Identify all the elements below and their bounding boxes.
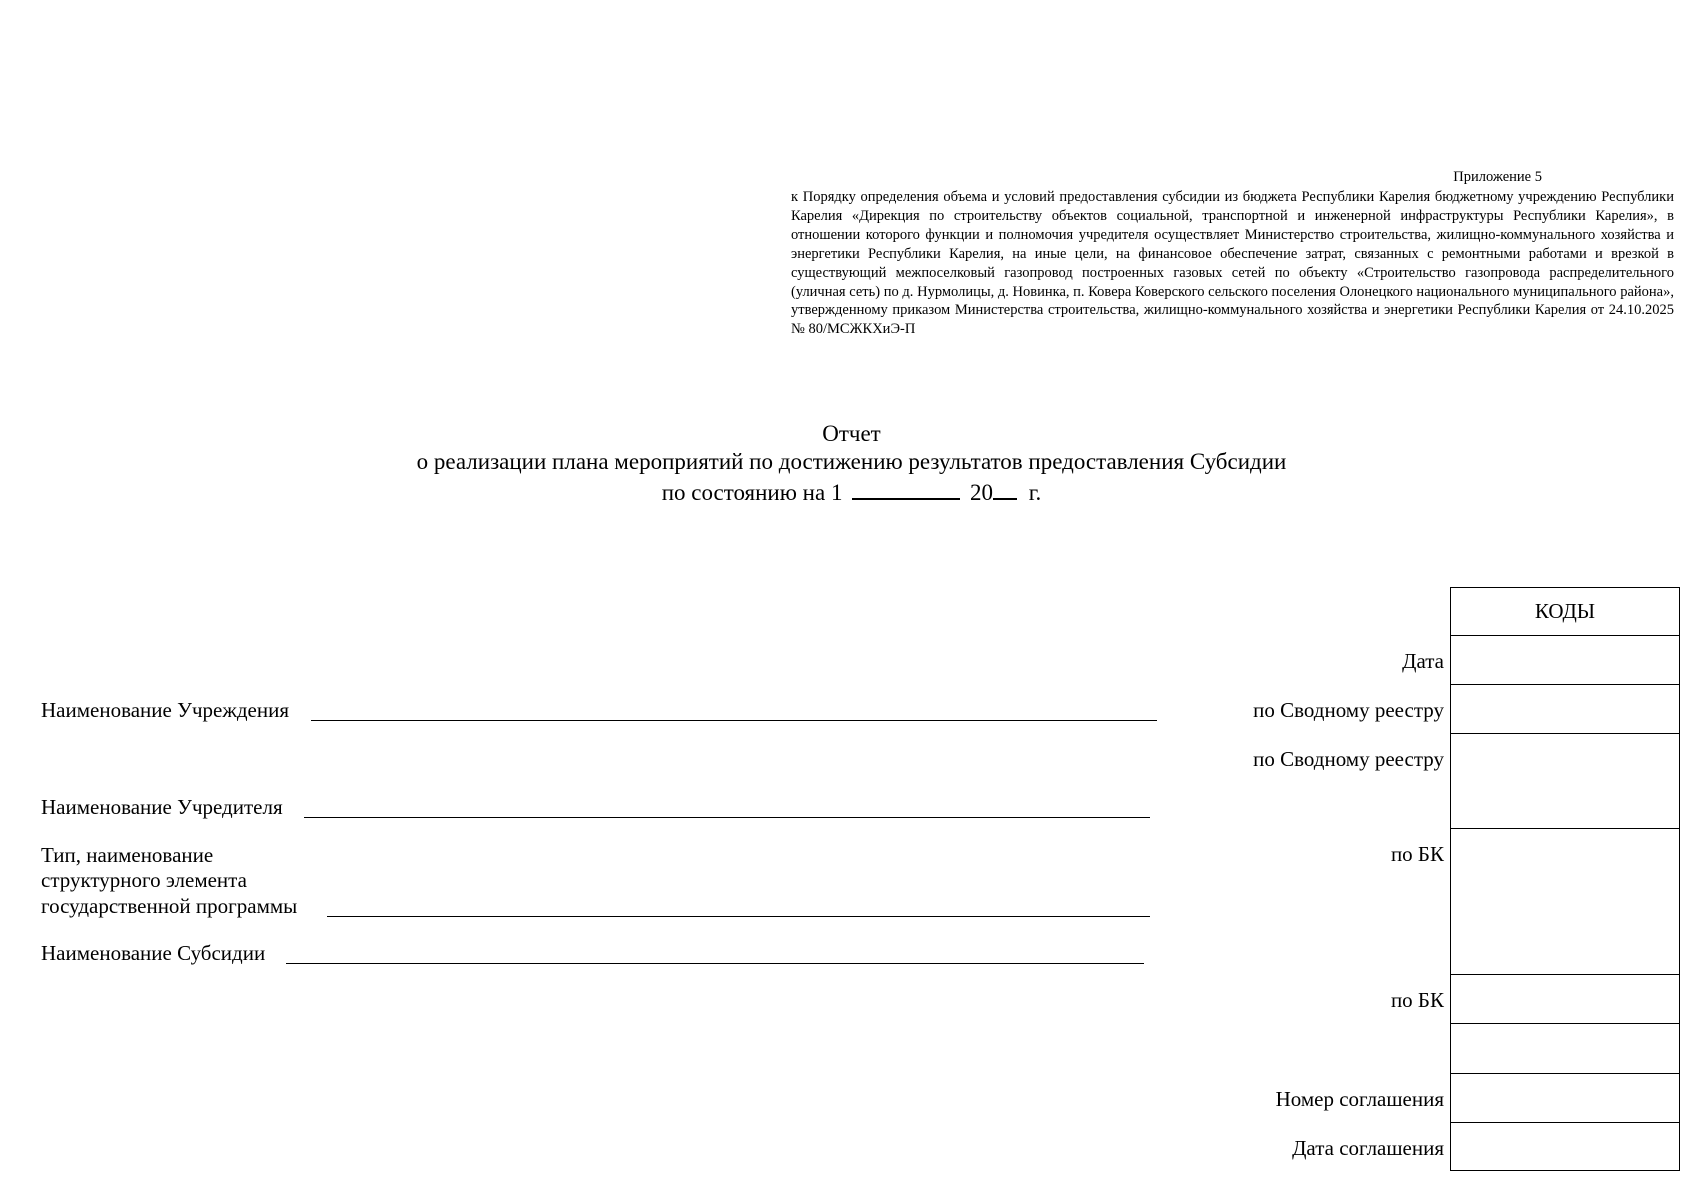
founder-input-line[interactable] [304,817,1150,818]
title-line-1: Отчет [822,421,881,446]
codes-header: КОДЫ [1451,588,1680,636]
codes-row-date [1451,636,1680,685]
codes-row-empty [1451,1024,1680,1074]
agreement-number-cell[interactable] [1451,1074,1680,1123]
report-title [300,420,1403,507]
title-date-prefix: по состоянию на 1 [661,480,843,505]
registry-code-cell-1[interactable] [1451,685,1680,734]
program-label-line-1: Тип, наименование [41,843,214,867]
subsidy-label: Наименование Субсидии [41,941,266,965]
registry-code-cell-2[interactable] [1451,734,1680,829]
date-label: Дата [1402,649,1444,673]
title-year-suffix: г. [1028,480,1042,505]
program-label-line-3: государственной программы [41,894,298,918]
agreement-number-label: Номер соглашения [1275,1087,1444,1111]
codes-table [1450,587,1680,1171]
title-line-2: о реализации плана мероприятий по достижению результатов предоставления Субсидии [416,449,1287,474]
program-input-line[interactable] [327,916,1150,917]
subsidy-input-line[interactable] [286,963,1144,964]
agreement-date-label: Дата соглашения [1292,1136,1444,1160]
bk-code-cell-2[interactable] [1451,975,1680,1024]
codes-header-row [1451,588,1680,636]
extra-code-cell[interactable] [1451,1024,1680,1074]
appendix-label: Приложение 5 [1453,169,1542,185]
bk-label-2: по БК [1390,988,1444,1012]
agreement-date-cell[interactable] [1451,1123,1680,1171]
bk-code-cell-1[interactable] [1451,829,1680,975]
appendix-text: к Порядку определения объема и условий предоставления субсидии из бюджета Республики Карелия бюджетному учреждению Республики Карелия «Дирекция по строительству объектов социальной, транспортной и инженерной инфраструктуры Республики Карелия», в отношении которого функции и полномочия учредителя осуществляет Министерство строительства, жилищно-коммунального хозяйства и энергетики Республики Карелия, на иные цели, на финансовое обеспечение затрат, связанных с ремонтными работами и врезкой в существующий межпоселковый газопровод построенных газовых сетей по объекту «Строительство газопровода распределительного (уличная сеть) по д. Нурмолицы, д. Новинка, п. Ковера Коверского сельского поселения Олонецкого национального муниципального района», утвержденному приказом Министерства строительства, жилищно-коммунального хозяйства и энергетики Республики Карелия от 24.10.2025 № 80/МСЖКХиЭ-П [791,189,1674,338]
bk-label-1: по БК [1390,842,1444,866]
date-code-cell[interactable] [1451,636,1680,685]
registry-label-1: по Сводному реестру [1253,698,1444,722]
codes-row-registry-1 [1451,685,1680,734]
title-year-prefix: 20 [969,480,993,505]
month-blank-field[interactable] [852,476,960,500]
codes-row-bk-1 [1451,829,1680,975]
codes-row-agreement-number [1451,1074,1680,1123]
codes-row-bk-2 [1451,975,1680,1024]
institution-label: Наименование Учреждения [41,698,289,722]
registry-label-2: по Сводному реестру [1253,747,1444,771]
title-line-3 [300,476,1403,507]
founder-label: Наименование Учредителя [41,795,283,819]
year-blank-field[interactable] [993,476,1017,500]
institution-input-line[interactable] [311,720,1157,721]
codes-row-agreement-date [1451,1123,1680,1171]
codes-row-registry-2 [1451,734,1680,829]
program-label-line-2: структурного элемента [41,868,247,892]
